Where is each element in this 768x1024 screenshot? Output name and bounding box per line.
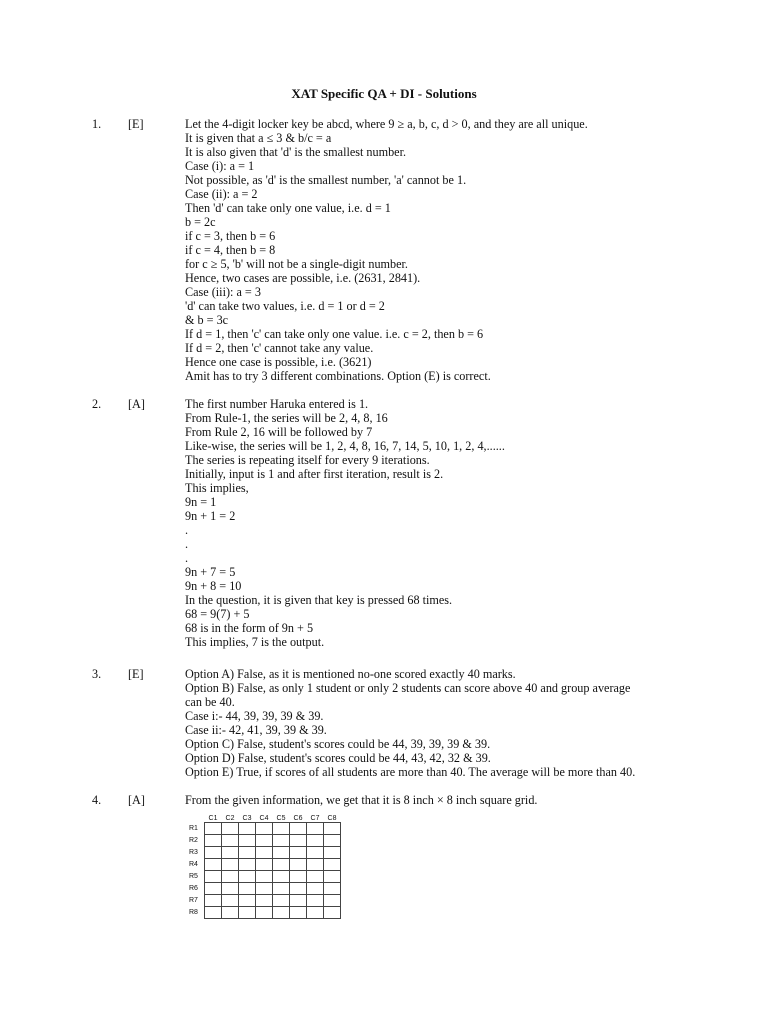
grid-cell [324, 823, 341, 835]
grid-cell [205, 847, 222, 859]
question-number: 2. [92, 397, 102, 411]
grid-cell [222, 895, 239, 907]
grid-cell [205, 871, 222, 883]
grid-cell [324, 895, 341, 907]
solution-line: if c = 3, then b = 6 [185, 229, 276, 243]
grid-cell [290, 895, 307, 907]
solution-line: b = 2c [185, 215, 216, 229]
grid-cell [222, 823, 239, 835]
grid-row-label: R1 [189, 825, 198, 832]
solution-line: This implies, [185, 481, 249, 495]
grid-cell [256, 823, 273, 835]
solution-line: for c ≥ 5, 'b' will not be a single-digit number. [185, 257, 408, 271]
solution-line: If d = 2, then 'c' cannot take any value. [185, 341, 374, 355]
grid-column-label: C6 [293, 815, 303, 822]
solution-line: if c = 4, then b = 8 [185, 243, 276, 257]
solution-line: Let the 4-digit locker key be abcd, where 9 ≥ a, b, c, d > 0, and they are all unique. [185, 117, 588, 131]
solution-line: Case ii:- 42, 41, 39, 39 & 39. [185, 723, 327, 737]
grid-row-label: R5 [189, 873, 198, 880]
grid-cell [222, 883, 239, 895]
grid-cell [307, 835, 324, 847]
solution-line: . [185, 551, 189, 565]
grid-cell [273, 835, 290, 847]
grid-cell [307, 907, 324, 919]
grid-cell [239, 835, 256, 847]
solution-line: Case (ii): a = 2 [185, 187, 258, 201]
solution-line: Option D) False, student's scores could be 44, 43, 42, 32 & 39. [185, 751, 491, 765]
grid-cell [273, 847, 290, 859]
question-number: 3. [92, 667, 102, 681]
grid-column-label: C1 [208, 815, 218, 822]
grid-cell [324, 835, 341, 847]
solution-line: 9n + 7 = 5 [185, 565, 236, 579]
grid-row [189, 847, 341, 859]
grid-cell [324, 883, 341, 895]
grid-row-label: R3 [189, 849, 198, 856]
solution-line: 9n = 1 [185, 495, 217, 509]
solution-line: It is also given that 'd' is the smallest number. [185, 145, 407, 159]
grid-column-label: C4 [259, 815, 269, 822]
grid-cell [273, 871, 290, 883]
solution-line: . [185, 537, 189, 551]
solution-line: Option C) False, student's scores could be 44, 39, 39, 39 & 39. [185, 737, 491, 751]
grid-cell [239, 871, 256, 883]
question-number: 1. [92, 117, 102, 131]
grid-cell [222, 835, 239, 847]
grid-cell [256, 883, 273, 895]
solution-line: . [185, 523, 189, 537]
question-answer: [E] [128, 667, 144, 681]
solution-line: Option E) True, if scores of all students are more than 40. The average will be more than 40. [185, 765, 636, 779]
grid-cell [256, 907, 273, 919]
question-answer: [A] [128, 397, 145, 411]
grid-row [189, 823, 341, 835]
grid-column-label: C5 [276, 815, 286, 822]
grid-cell [273, 907, 290, 919]
grid-cell [239, 883, 256, 895]
grid-cell [222, 871, 239, 883]
grid-cell [239, 859, 256, 871]
solution-line: Case (i): a = 1 [185, 159, 255, 173]
solution-body [185, 397, 675, 649]
solution-line: Case (iii): a = 3 [185, 285, 261, 299]
grid-cell [290, 847, 307, 859]
solution-line: Like-wise, the series will be 1, 2, 4, 8, 16, 7, 14, 5, 10, 1, 2, 4,...... [185, 439, 505, 453]
solution-line: From Rule 2, 16 will be followed by 7 [185, 425, 373, 439]
grid-cell [256, 859, 273, 871]
solution-body [185, 667, 675, 779]
solution-body [185, 117, 675, 383]
grid-cell [290, 859, 307, 871]
grid-cell [324, 871, 341, 883]
solution-line: Hence, two cases are possible, i.e. (2631, 2841). [185, 271, 421, 285]
grid-cell [273, 895, 290, 907]
solution-line: In the question, it is given that key is pressed 68 times. [185, 593, 453, 607]
grid-cell [307, 847, 324, 859]
grid-column-label: C8 [327, 815, 337, 822]
grid-cell [290, 883, 307, 895]
grid-cell [307, 871, 324, 883]
solution-line: It is given that a ≤ 3 & b/c = a [185, 131, 332, 145]
solution-body [185, 793, 675, 807]
grid-row [189, 871, 341, 883]
grid-cell [290, 871, 307, 883]
grid-row [189, 907, 341, 919]
grid-cell [256, 895, 273, 907]
grid-row-label: R4 [189, 861, 198, 868]
grid-column-label: C3 [242, 815, 252, 822]
grid-cell [256, 871, 273, 883]
grid-cell [239, 895, 256, 907]
question-answer: [E] [128, 117, 144, 131]
solution-line: This implies, 7 is the output. [185, 635, 325, 649]
grid-row [189, 895, 341, 907]
solution-line: 'd' can take two values, i.e. d = 1 or d = 2 [185, 299, 385, 313]
solution-line: can be 40. [185, 695, 235, 709]
grid-cell [205, 895, 222, 907]
grid-row-label: R7 [189, 897, 198, 904]
solution-line: 68 is in the form of 9n + 5 [185, 621, 314, 635]
grid-cell [239, 907, 256, 919]
question-answer: [A] [128, 793, 145, 807]
solution-line: Then 'd' can take only one value, i.e. d = 1 [185, 201, 391, 215]
grid-row [189, 859, 341, 871]
solution-line: The first number Haruka entered is 1. [185, 397, 369, 411]
grid-cell [222, 859, 239, 871]
grid-cell [290, 823, 307, 835]
solution-line: If d = 1, then 'c' can take only one value. i.e. c = 2, then b = 6 [185, 327, 484, 341]
grid-cell [324, 859, 341, 871]
grid-column-label: C2 [225, 815, 235, 822]
grid-cell [324, 907, 341, 919]
grid-cell [222, 907, 239, 919]
grid-cell [205, 823, 222, 835]
grid-column-label: C7 [310, 815, 320, 822]
solution-line: Hence one case is possible, i.e. (3621) [185, 355, 372, 369]
grid-cell [273, 823, 290, 835]
grid-cell [307, 823, 324, 835]
grid-cell [222, 847, 239, 859]
grid-cell [239, 823, 256, 835]
grid-cell [205, 907, 222, 919]
solution-line: Option A) False, as it is mentioned no-one scored exactly 40 marks. [185, 667, 516, 681]
solution-line: The series is repeating itself for every 9 iterations. [185, 453, 430, 467]
grid-cell [307, 859, 324, 871]
grid-cell [307, 883, 324, 895]
grid-cell [273, 859, 290, 871]
solution-line: Option B) False, as only 1 student or only 2 students can score above 40 and group average [185, 681, 631, 695]
grid-cell [205, 859, 222, 871]
grid-cell [273, 883, 290, 895]
grid-corner [189, 812, 205, 823]
grid-cell [307, 895, 324, 907]
solution-line: & b = 3c [185, 313, 229, 327]
grid-cell [256, 835, 273, 847]
solution-line: 9n + 8 = 10 [185, 579, 242, 593]
grid-row [189, 883, 341, 895]
grid-row [189, 835, 341, 847]
grid-row-label: R2 [189, 837, 198, 844]
grid-cell [290, 907, 307, 919]
grid-cell [290, 835, 307, 847]
grid-cell [205, 883, 222, 895]
solution-line: Amit has to try 3 different combinations. Option (E) is correct. [185, 369, 491, 383]
solution-line: Initially, input is 1 and after first iteration, result is 2. [185, 467, 444, 481]
question-number: 4. [92, 793, 102, 807]
solution-line: 9n + 1 = 2 [185, 509, 236, 523]
solution-line: From Rule-1, the series will be 2, 4, 8, 16 [185, 411, 388, 425]
page-title: XAT Specific QA + DI - Solutions [291, 86, 477, 101]
solution-line: Case i:- 44, 39, 39, 39 & 39. [185, 709, 324, 723]
solution-line: Not possible, as 'd' is the smallest number, 'a' cannot be 1. [185, 173, 467, 187]
grid-cell [256, 847, 273, 859]
grid-figure [189, 812, 341, 919]
grid-row-label: R8 [189, 909, 198, 916]
grid-cell [324, 847, 341, 859]
grid-cell [205, 835, 222, 847]
grid-cell [239, 847, 256, 859]
grid-row-label: R6 [189, 885, 198, 892]
solution-line: 68 = 9(7) + 5 [185, 607, 250, 621]
solution-line: From the given information, we get that it is 8 inch × 8 inch square grid. [185, 793, 538, 807]
square-grid-table [189, 812, 341, 919]
